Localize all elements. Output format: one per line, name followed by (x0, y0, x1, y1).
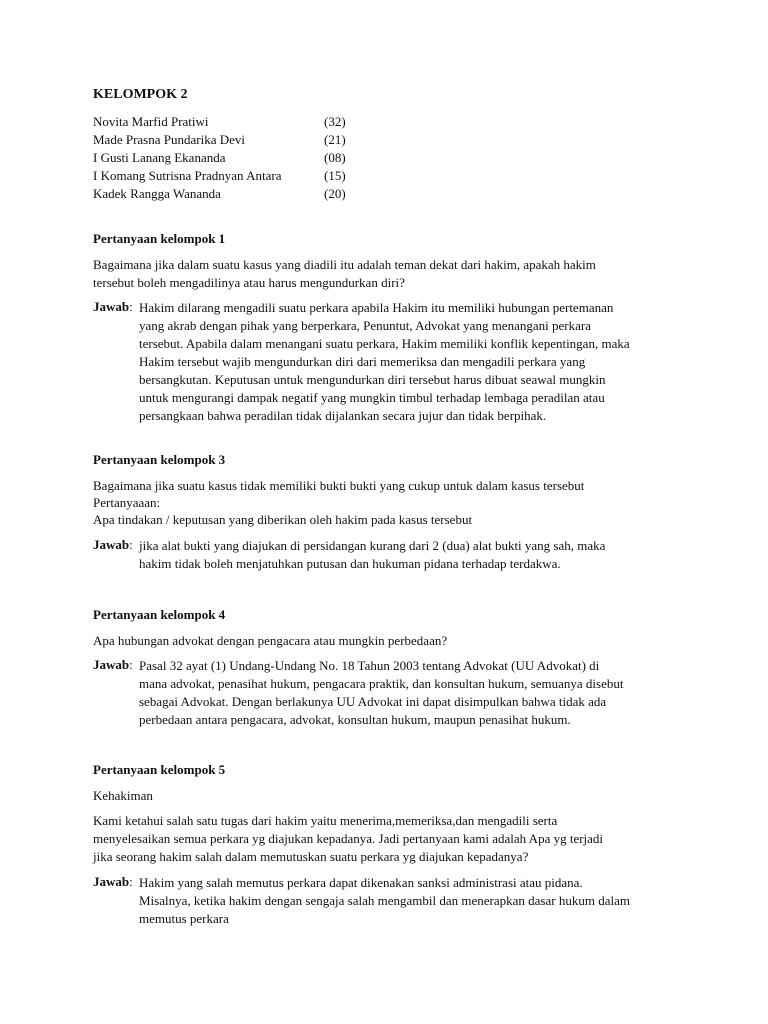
document-title: KELOMPOK 2 (93, 87, 188, 102)
jawab-label: Jawab: (93, 874, 133, 889)
member-number: (32) (324, 114, 346, 129)
answer-line: yang akrab dengan pihak yang berperkara, Penuntut, Advokat yang menangani perkara (139, 318, 591, 333)
answer-line: Hakim yang salah memutus perkara dapat dikenakan sanksi administrasi atau pidana. (139, 875, 583, 890)
question-line: Kehakiman (93, 788, 153, 803)
question-line: Apa hubungan advokat dengan pengacara atau mungkin perbedaan? (93, 633, 448, 648)
question-line: tersebut boleh mengadilinya atau harus mengundurkan diri? (93, 275, 405, 290)
answer-line: untuk mengurangi dampak negatif yang mungkin timbul terhadap lembaga peradilan atau (139, 390, 605, 405)
jawab-label: Jawab: (93, 657, 133, 672)
answer-line: mana advokat, penasihat hukum, pengacara praktik, dan konsultan hukum, semuanya disebut (139, 676, 624, 691)
member-number: (21) (324, 132, 346, 147)
section-heading: Pertanyaan kelompok 1 (93, 231, 226, 246)
jawab-label: Jawab: (93, 299, 133, 314)
answer-line: Pasal 32 ayat (1) Undang-Undang No. 18 Tahun 2003 tentang Advokat (UU Advokat) di (139, 658, 600, 673)
answer-line: tersebut. Apabila dalam menangani suatu perkara, Hakim memiliki konflik kepentingan, maka (139, 336, 630, 351)
member-number: (08) (324, 150, 346, 165)
member-name: I Gusti Lanang Ekananda (93, 150, 226, 165)
answer-line: Hakim tersebut wajib mengundurkan diri dari memeriksa dan mengadili perkara yang (139, 354, 586, 369)
question-line: Kami ketahui salah satu tugas dari hakim yaitu menerima,memeriksa,dan mengadili serta (93, 813, 558, 828)
member-number: (20) (324, 186, 346, 201)
answer-line: Hakim dilarang mengadili suatu perkara apabila Hakim itu memiliki hubungan pertemanan (139, 300, 614, 315)
question-line: menyelesaikan semua perkara yg diajukan kepadanya. Jadi pertanyaan kami adalah Apa yg terjadi (93, 831, 604, 846)
member-name: I Komang Sutrisna Pradnyan Antara (93, 168, 282, 183)
question-line: Bagaimana jika suatu kasus tidak memiliki bukti bukti yang cukup untuk dalam kasus tersebut (93, 478, 585, 493)
answer-line: bersangkutan. Keputusan untuk mengundurkan diri tersebut harus dibuat seawal mungkin (139, 372, 606, 387)
answer-line: hakim tidak boleh menjatuhkan putusan dan hukuman pidana terhadap terdakwa. (139, 556, 561, 571)
member-name: Made Prasna Pundarika Devi (93, 132, 245, 147)
section-heading: Pertanyaan kelompok 5 (93, 762, 226, 777)
section-heading: Pertanyaan kelompok 3 (93, 452, 226, 467)
member-name: Novita Marfid Pratiwi (93, 114, 209, 129)
question-line: jika seorang hakim salah dalam memutuskan suatu perkara yg diajukan kepadanya? (93, 849, 529, 864)
question-line: Apa tindakan / keputusan yang diberikan oleh hakim pada kasus tersebut (93, 512, 473, 527)
answer-line: memutus perkara (139, 911, 229, 926)
answer-line: jika alat bukti yang diajukan di persidangan kurang dari 2 (dua) alat bukti yang sah, maka (139, 538, 606, 553)
answer-line: perbedaan antara pengacara, advokat, konsultan hukum, maupun penasihat hukum. (139, 712, 571, 727)
answer-line: Misalnya, ketika hakim dengan sengaja salah mengambil dan menerapkan dasar hukum dalam (139, 893, 630, 908)
jawab-label: Jawab: (93, 537, 133, 552)
answer-line: persangkaan bahwa peradilan tidak dijalankan secara jujur dan tidak berpihak. (139, 408, 547, 423)
member-number: (15) (324, 168, 346, 183)
member-name: Kadek Rangga Wananda (93, 186, 221, 201)
question-line: Bagaimana jika dalam suatu kasus yang diadili itu adalah teman dekat dari hakim, apakah hakim (93, 257, 596, 272)
answer-line: sebagai Advokat. Dengan berlakunya UU Advokat ini dapat disimpulkan bahwa tidak ada (139, 694, 607, 709)
section-heading: Pertanyaan kelompok 4 (93, 607, 226, 622)
question-line: Pertanyaaan: (93, 495, 161, 510)
